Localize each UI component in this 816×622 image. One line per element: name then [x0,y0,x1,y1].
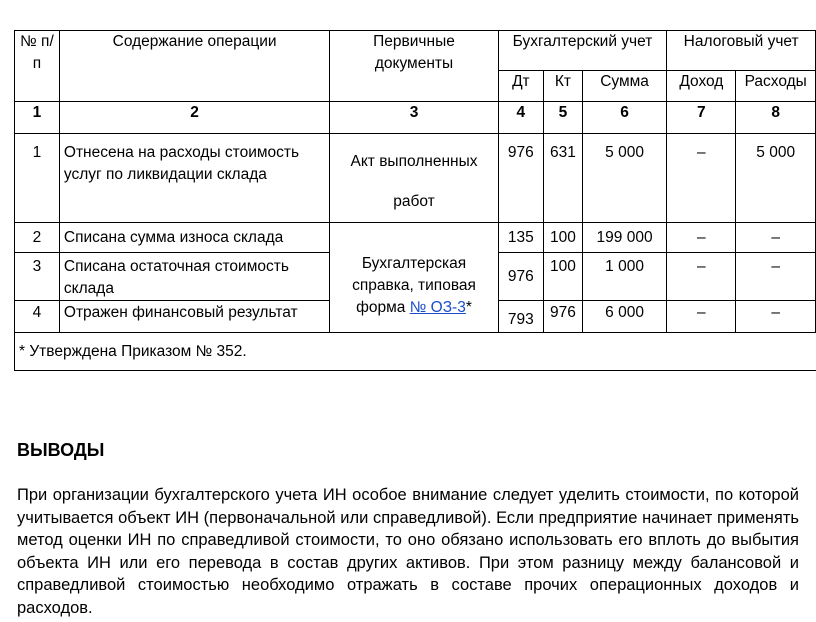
col-number: 8 [736,102,816,134]
header-tax: Налоговый учет [667,31,816,71]
col-number: 5 [544,102,583,134]
table-row [15,134,816,223]
row-doc: Акт выполненных работ [330,134,498,223]
col-number: 7 [667,102,736,134]
row-kt: 100 [544,253,583,301]
row-income: – [667,134,736,223]
header-accounting: Бухгалтерский учет [498,31,667,71]
row-dt: 793 [498,301,543,333]
shared-doc-text: Бухгалтерская справка, типовая форма [352,254,476,316]
row-expenses: – [736,301,816,333]
operations-table [14,30,816,371]
table-row [15,223,816,253]
row-expenses: – [736,223,816,253]
row-num: 1 [15,134,60,223]
row-num: 3 [15,253,60,301]
row-kt: 976 [544,301,583,333]
conclusions-title: ВЫВОДЫ [17,440,105,460]
row-kt: 631 [544,134,583,223]
row-num: 2 [15,223,60,253]
row-sum: 199 000 [582,223,666,253]
row-expenses: – [736,253,816,301]
footnote: * Утверждена Приказом № 352. [15,333,816,371]
col-number: 6 [582,102,666,134]
row-income: – [667,253,736,301]
header-num: № п/п [15,31,60,102]
row-kt: 100 [544,223,583,253]
row-income: – [667,223,736,253]
row-dt: 976 [498,134,543,223]
row-content: Отражен финансовый результат [59,301,329,333]
conclusions-text: При организации бухгалтерского учета ИН особое внимание следует уделить стоимости, по которой учитывается объект ИН (первоначальной или справедливой). Если предприятие начинает применять метод оценки ИН по справедливой стоимости, то оно обязано использовать его вплоть до выбытия объекта ИН или его перевода в состав других активов. При этом разницу между балансовой и справедливой стоимостью необходимо отражать в составе прочих операционных доходов и расходов. [17,486,799,617]
row-content: Списана сумма износа склада [59,223,329,253]
row-sum: 1 000 [582,253,666,301]
header-expenses: Расходы [736,71,816,102]
row-num: 4 [15,301,60,333]
row-content: Списана остаточная стоимость склада [59,253,329,301]
row-sum: 6 000 [582,301,666,333]
header-content: Содержание операции [59,31,329,102]
header-sum: Сумма [582,71,666,102]
header-dt: Дт [498,71,543,102]
shared-doc [330,223,498,333]
row-content: Отнесена на расходы стоимость услуг по ликвидации склада [59,134,329,223]
row-income: – [667,301,736,333]
row-dt: 976 [498,253,543,301]
form-oz3-link[interactable]: № ОЗ-3 [409,298,466,316]
row-sum: 5 000 [582,134,666,223]
col-number: 2 [59,102,329,134]
col-number: 4 [498,102,543,134]
row-dt: 135 [498,223,543,253]
col-number: 3 [330,102,498,134]
col-number: 1 [15,102,60,134]
header-kt: Кт [544,71,583,102]
shared-doc-suffix: * [465,298,472,316]
header-docs: Первичные документы [330,31,498,102]
row-expenses: 5 000 [736,134,816,223]
header-income: Доход [667,71,736,102]
